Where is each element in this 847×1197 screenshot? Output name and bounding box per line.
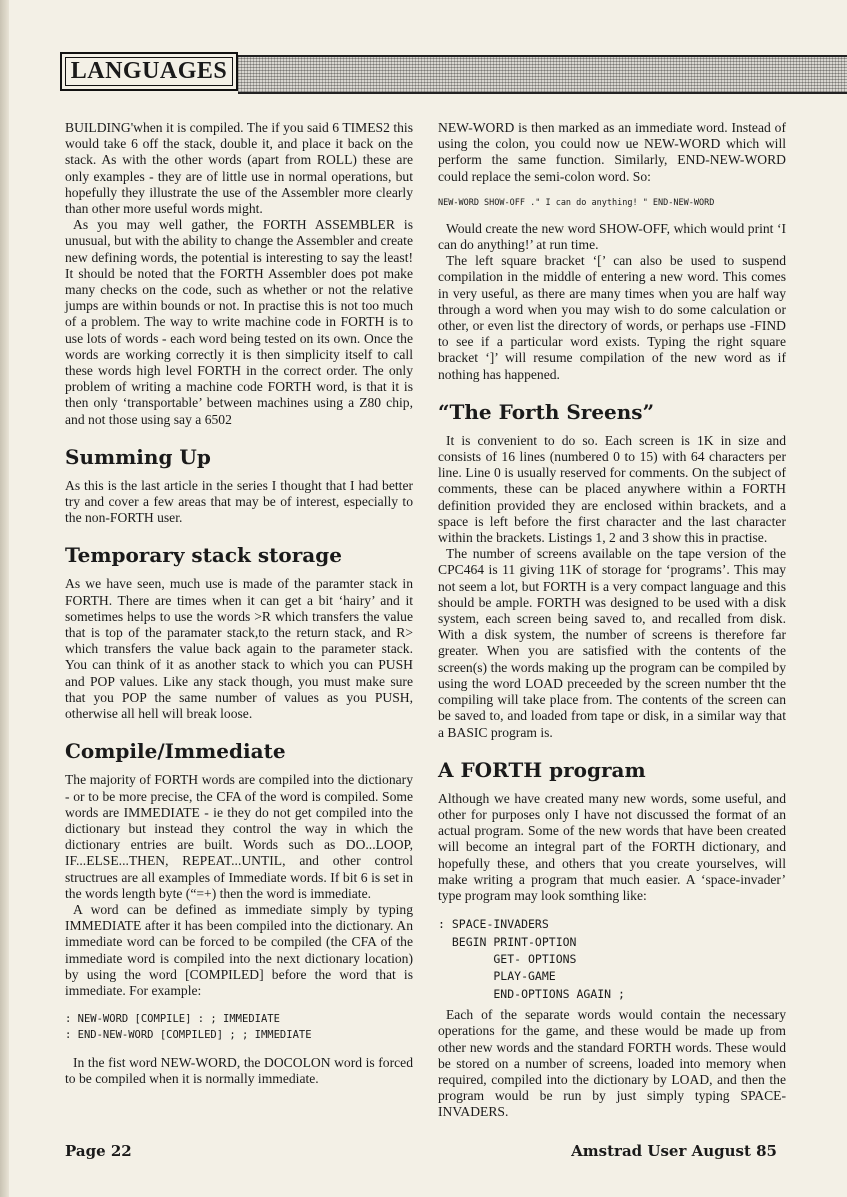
paragraph: As we have seen, much use is made of the paramter stack in FORTH. There are times when it can get a bit ‘hairy’ and it sometimes helps to use the words >R which transfers the value that is top of the paramater stack,to the return stack, and R> which transfers the value back again to the parameter stack. You can think of it as another stack to which you can PUSH and POP values. Like any stack though, you must make sure that you POP the same number of values as you PUSH, otherwise all hell will break loose. bbox=[65, 576, 413, 722]
magazine-issue: Amstrad User August 85 bbox=[571, 1142, 777, 1160]
heading-a-forth-program: A FORTH program bbox=[438, 757, 646, 782]
heading-summing-up: Summing Up bbox=[65, 444, 211, 469]
heading-compile-immediate: Compile/Immediate bbox=[65, 739, 286, 764]
paragraph: As you may well gather, the FORTH ASSEMBLER is unusual, but with the ability to change the Assembler and create new defining words, the potential is interesting to say the least! It should be noted that the FORTH Assembler does pot make many checks on the code, such as whether or not the relative jumps are within bounds or not. In practise this is not too much of a problem. The way to write machine code in FORTH is to use lots of words - each word being tested on its own. Once the words are working correctly it is then simplicity itself to call these words high level FORTH in the correct order. The only problem of writing a machine code FORTH word, is that it is then only ‘transportable’ between machines using a Z80 chip, and not those using say a 6502 bbox=[65, 217, 413, 427]
paragraph: The left square bracket ‘[’ can also be used to suspend compilation in the middle of entering a new word. This comes in very useful, as there are many times when you are half way through a word when you may wish to do some calculation or other, or even list the directory of words, or perhaps use -FIND to see if a particular word exists. Typing the right square bracket ‘]’ will resume compilation of the new word as if nothing has happened. bbox=[438, 253, 786, 382]
page-number: Page 22 bbox=[65, 1142, 132, 1160]
section-label: LANGUAGES bbox=[65, 57, 233, 86]
section-header bbox=[60, 52, 847, 92]
paragraph: Would create the new word SHOW-OFF, which would print ‘I can do anything!’ at run time. bbox=[438, 220, 786, 253]
paragraph: NEW-WORD is then marked as an immediate word. Instead of using the colon, you could now ue NEW-WORD which will perform the same function. Similarly, END-NEW-WORD could replace the semi-colon word. So: bbox=[438, 120, 786, 184]
paragraph: In the fist word NEW-WORD, the DOCOLON word is forced to be compiled when it is normally immediate. bbox=[65, 1055, 413, 1087]
left-column bbox=[65, 120, 413, 1088]
paragraph: The majority of FORTH words are compiled into the dictionary - or to be more precise, the CFA of the word is compiled. Some words are IMMEDIATE - ie they do not get compiled into the dictionary but instead they control the way in which the dictionary entries are built. Words such as DO...LOOP, IF...ELSE...THEN, REPEAT...UNTIL, and other control structrues are all examples of Immediate words. If bit 6 is set in the words length byte (“=+) then the word is immediate. bbox=[65, 772, 413, 901]
paragraph: BUILDING'when it is compiled. The if you said 6 TIMES2 this would take 6 off the stack, double it, and place it back on the stack. As with the other words (apart from ROLL) these are only examples - they are of little use in normal operations, but hopefully they illustrate the use of the Assembler more clearly than other more useful words might. bbox=[65, 120, 413, 217]
heading-temporary-stack-storage: Temporary stack storage bbox=[65, 543, 342, 568]
page-binding-edge bbox=[0, 0, 9, 1197]
paragraph: A word can be defined as immediate simply by typing IMMEDIATE after it has been compiled into the dictionary. An immediate word can be forced to be compiled (the CFA of the immediate word is compiled into the next dictionary location) by using the word [COMPILED] before the word that is immediate. For example: bbox=[65, 901, 413, 998]
right-column bbox=[438, 120, 786, 1121]
code-listing-space-invaders: : SPACE-INVADERS BEGIN PRINT-OPTION GET- OPTIONS PLAY-GAME END-OPTIONS AGAIN ; bbox=[438, 917, 625, 1001]
paragraph: Although we have created many new words, some useful, and other for purposes only I have not discussed the format of an actual program. Some of the new words that have been created will become an integral part of the FORTH dictionary, and hopefully these, and others that you create yourselves, will make writing a program that much easier. A ‘space-invader’ type program may look somthing like: bbox=[438, 790, 786, 903]
paragraph: Each of the separate words would contain the necessary operations for the game, and these would be made up from other new words and the standard FORTH words. These would be stored on a number of screens, loaded into memory when required, compiled into the dictionary by LOAD, and then the program would be run by just simply typing SPACE-INVADERS. bbox=[438, 1007, 786, 1120]
header-halftone-bar bbox=[238, 55, 847, 94]
code-listing-show-off: NEW-WORD SHOW-OFF ." I can do anything! " END-NEW-WORD bbox=[438, 197, 715, 208]
section-label-box bbox=[60, 52, 238, 91]
paragraph: The number of screens available on the tape version of the CPC464 is 11 giving 11K of storage for ‘programs’. This may not seem a lot, but FORTH is a very compact language and this should be ample. FORTH was designed to be used with a disk system, each screen being saved to, and recalled from disk. With a disk system, the number of screens is therefore far greater. When you are satisfied with the contents of the screen(s) the words making up the program can be compiled by using the word LOAD preceeded by the screen number tht the compiling will take place from. The contents of the screen can be saved to, and loaded from tape or disk, in a similar way that a BASIC program is. bbox=[438, 546, 786, 740]
paragraph: As this is the last article in the series I thought that I had better try and cover a few areas that may be of interest, especially to the non-FORTH user. bbox=[65, 477, 413, 526]
code-listing-new-word: : NEW-WORD [COMPILE] : ; IMMEDIATE : END-NEW-WORD [COMPILED] ; ; IMMEDIATE bbox=[65, 1013, 312, 1042]
paragraph: It is convenient to do so. Each screen is 1K in size and consists of 16 lines (numbered 0 to 15) with 64 characters per line. Line 0 is usually reserved for comments. On the subject of comments, these can be placed anywhere within a FORTH definition provided they are enclosed within brackets, and a space is left before the first character and the last character within the brackets. Listings 1, 2 and 3 show this in practise. bbox=[438, 432, 786, 546]
heading-forth-screens: “The Forth Sreens” bbox=[438, 399, 655, 424]
